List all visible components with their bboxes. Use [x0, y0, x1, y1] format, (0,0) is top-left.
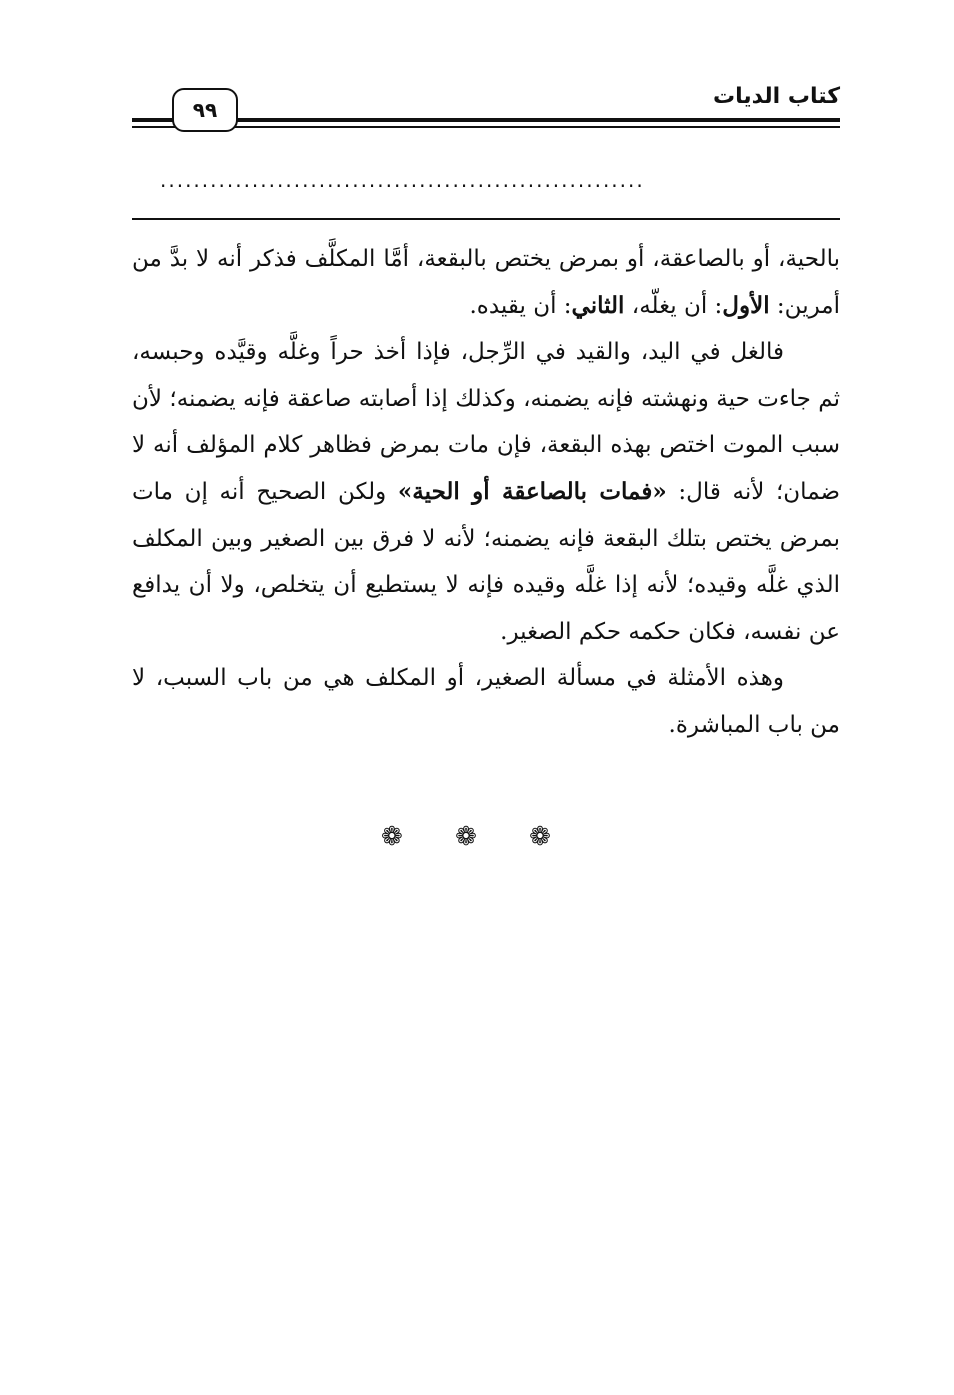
header-rule-thick	[132, 118, 840, 122]
second-text: : أن يقيده.	[469, 292, 572, 319]
second-label: الثاني	[571, 291, 625, 319]
body-text	[132, 236, 840, 749]
paragraph-3: وهذه الأمثلة في مسألة الصغير، أو المكلف هي من باب السبب، لا من باب المباشرة.	[132, 665, 840, 738]
chapter-title: كتاب الديات	[713, 84, 840, 109]
paragraph-1-intro: بالحية، أو بالصاعقة، أو بمرض يختص بالبقعة، أمَّا المكلَّف فذكر أنه لا بدَّ من أمرين:	[132, 246, 840, 319]
dotted-omission-line: ..........................................................	[160, 168, 645, 192]
paragraph-1	[132, 236, 840, 329]
header-rule-thin	[132, 126, 840, 128]
section-separator	[132, 218, 840, 220]
paragraph-2-after: ولكن الصحيح أنه إن مات بمرض يختص بتلك البقعة فإنه يضمنه؛ لأنه لا فرق بين الصغير وبين المكلف الذي غلَّه وقيده؛ لأنه إذا غلَّه وقيده فإنه لا يستطيع أن يتخلص، ولا أن يدافع عن نفسه، فكان حكمه حكم الصغير.	[132, 478, 840, 645]
first-label: الأول	[722, 291, 770, 319]
quoted-text: «فمات بالصاعقة أو الحية»	[397, 477, 667, 505]
paragraph-2	[132, 329, 840, 655]
first-text: : أن يغلّه،	[624, 292, 723, 319]
section-end-ornaments: ❁ ❁ ❁	[381, 822, 573, 852]
paragraph-2-before: فالغل في اليد، والقيد في الرِّجل، فإذا أخذ حراً وغلَّه وقيَّده وحبسه، ثم جاءت حية ونهشته فإنه يضمنه، وكذلك إذا أصابته صاعقة فإنه يضمنه؛ لأن سبب الموت اختص بهذه البقعة، فإن مات بمرض فظاهر كلام المؤلف أنه لا ضمان؛ لأنه قال:	[132, 339, 841, 505]
page-number: ٩٩	[172, 88, 238, 132]
running-header	[132, 80, 840, 140]
